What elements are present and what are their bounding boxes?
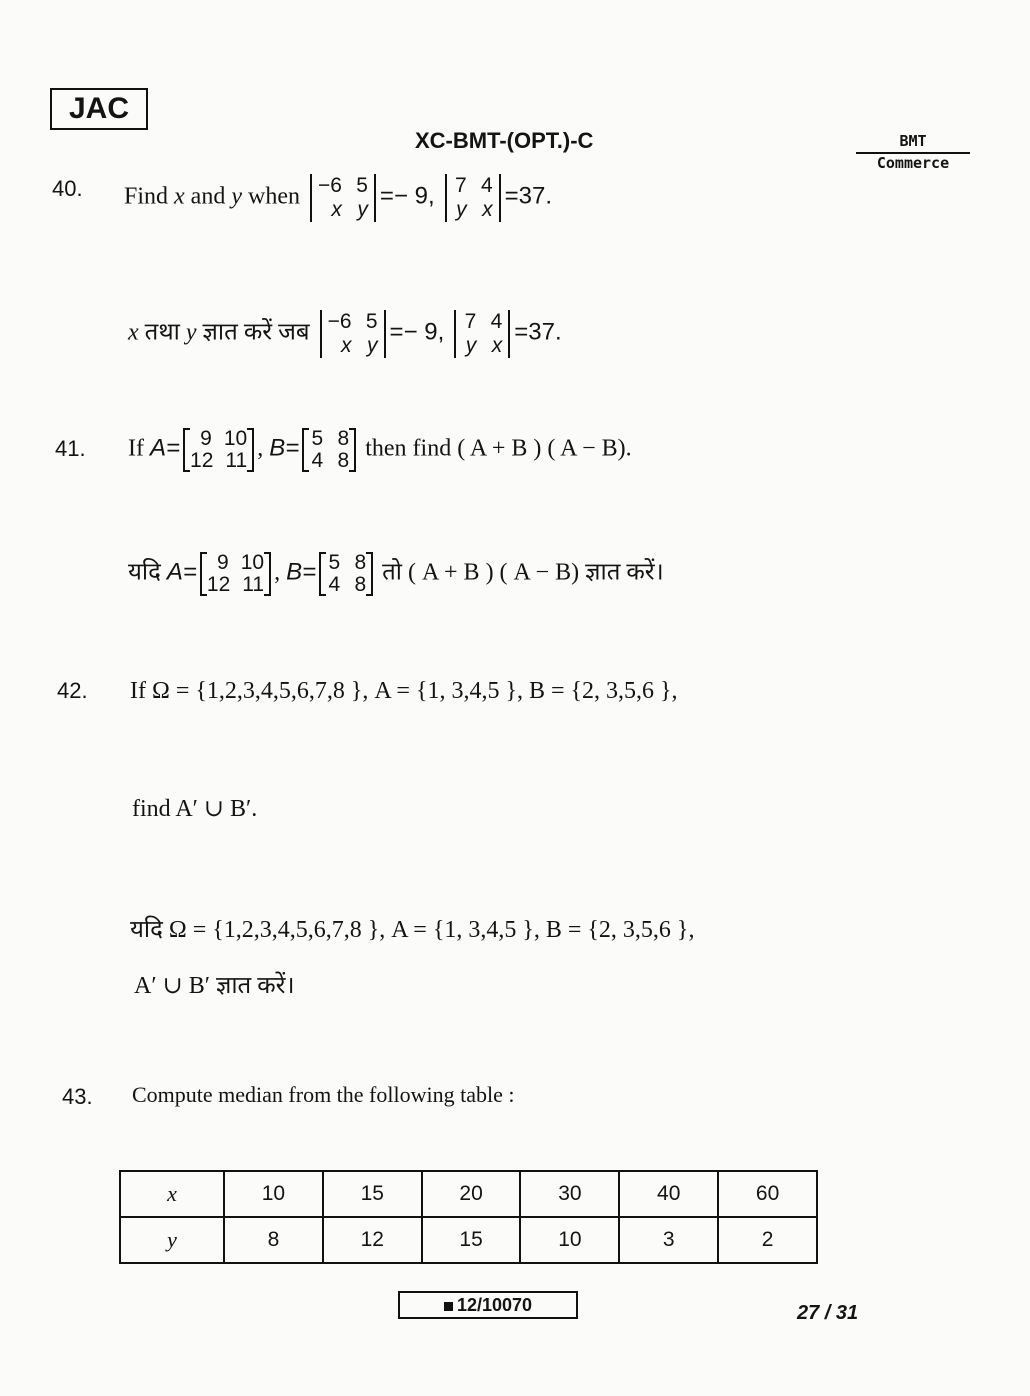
b-r1c2: 8 [337,427,350,450]
q41-hi-matrix-a [200,552,271,596]
question-41-number: 41. [55,436,86,461]
question-43-number: 43. [62,1084,93,1109]
square-bullet-icon [444,1302,453,1311]
hi-b-r2c1: 4 [328,573,341,596]
table-cell: 15 [323,1171,422,1217]
a-r1c1: 9 [200,427,212,450]
question-42-number: 42. [57,678,88,703]
hi-a-r1c2: 10 [240,551,265,574]
det2-r2c1: y [456,198,467,221]
table-cell: 12 [323,1217,422,1263]
b-r2c2: 8 [337,449,350,472]
subject-name: Commerce [876,154,950,172]
subject-block [856,132,970,172]
q40-when: when [247,183,300,210]
det2-r1c2: 4 [480,174,493,197]
table-cell: 10 [520,1217,619,1263]
paper-code: XC-BMT-(OPT.)-C [415,128,594,153]
hi-det2-r2c1: y [465,334,477,357]
q40-hi-tatha: तथा [144,319,180,346]
q40-hi-text: ज्ञात करें जब [202,319,310,346]
hi-det1-r1c2: 5 [365,310,378,333]
hi-det1-r1c1: −6 [327,310,352,333]
q40-determinant-1 [310,174,376,222]
q40-var-y: y [231,183,242,210]
hi-b-r1c1: 5 [328,551,341,574]
table-row-x [120,1171,817,1217]
question-42-english-line-2: find A′ ∪ B′. [132,796,258,822]
table-cell: 10 [224,1171,323,1217]
det2-r1c1: 7 [454,174,467,197]
hi-b-r1c2: 8 [354,551,367,574]
table-header-y: y [120,1217,224,1263]
q41-if: If [128,435,144,462]
q41-hi-if: यदि [128,559,161,586]
table-cell: 15 [422,1217,521,1263]
q40-eq1: =− 9, [379,182,435,210]
det1-r1c2: 5 [356,174,368,197]
a-r2c1: 12 [190,449,214,472]
hi-b-r2c2: 8 [354,573,367,596]
q41-matrix-b [302,428,356,472]
booklet-code-box [398,1291,578,1319]
det1-r1c1: −6 [317,174,342,197]
board-name: JAC [68,92,129,125]
q40-determinant-2 [445,174,501,222]
subject-code: BMT [856,132,970,154]
question-42-hindi-line-1: यदि Ω = {1,2,3,4,5,6,7,8 }, A = {1, 3,4,5 }, B = {2, 3,5,6 }, [130,917,695,943]
hi-det1-r2c1: x [341,334,352,357]
table-cell: 2 [718,1217,817,1263]
table-cell: 20 [422,1171,521,1217]
q41-label-a: A= [149,434,181,462]
median-data-table [119,1170,818,1264]
q40-eq2: =37. [504,182,553,210]
b-r2c1: 4 [311,449,324,472]
hi-det2-r1c2: 4 [490,310,503,333]
hi-det2-r1c1: 7 [464,310,477,333]
q41-matrix-a [183,428,254,472]
q40-hi-var-y: y [185,319,197,346]
question-40-number: 40. [52,176,83,201]
booklet-code: 12/10070 [456,1295,533,1315]
q41-hi-matrix-b [319,552,373,596]
q40-var-x: x [174,183,185,210]
q41-hi-label-b: B= [286,558,317,586]
question-43-text: Compute median from the following table : [132,1082,515,1107]
q41-label-b: B= [269,434,300,462]
question-42-english-line-1: If Ω = {1,2,3,4,5,6,7,8 }, A = {1, 3,4,5 }, B = {2, 3,5,6 }, [130,678,678,704]
q41-tail: then find ( A + B ) ( A − B). [365,435,632,462]
q40-hi-determinant-1 [320,310,386,358]
hi-a-r2c2: 11 [242,573,265,596]
q40-and: and [190,183,226,210]
det2-r2c2: x [482,198,493,221]
q40-hi-determinant-2 [454,310,510,358]
det1-r2c1: x [331,198,342,221]
question-40-hindi [128,310,562,358]
page-number: 27 / 31 [797,1302,859,1324]
hi-det1-r2c2: y [367,334,378,357]
question-40-english [124,174,552,222]
a-r2c2: 11 [225,449,248,472]
q40-hi-var-x: x [128,319,139,346]
det1-r2c2: y [357,198,368,221]
table-cell: 40 [619,1171,718,1217]
table-cell: 60 [718,1171,817,1217]
table-row-y [120,1217,817,1263]
q40-hi-eq2: =37. [514,318,562,346]
question-41-english: If A= 9 10 12 11 , B= 5 8 4 8 then find ( A + B ) ( A − B). [128,427,632,472]
table-cell: 3 [619,1217,718,1263]
hi-a-r1c1: 9 [217,551,229,574]
q40-hi-eq1: =− 9, [389,318,445,346]
table-cell: 8 [224,1217,323,1263]
q41-hi-tail: तो ( A + B ) ( A − B) ज्ञात करें। [382,559,664,586]
question-42-hindi-line-2: A′ ∪ B′ ज्ञात करें। [134,973,295,999]
hi-det2-r2c2: x [491,334,503,357]
hi-a-r2c1: 12 [206,573,231,596]
question-41-hindi: यदि A= 9 10 12 11 , B= 5 8 4 8 तो ( A + B ) ( A − B) ज्ञात करें। [128,551,664,596]
a-r1c2: 10 [223,427,248,450]
q41-hi-label-a: A= [166,558,197,586]
b-r1c1: 5 [311,427,324,450]
q40-find: Find [124,183,169,210]
table-cell: 30 [520,1171,619,1217]
board-logo-box [50,88,148,130]
table-header-x: x [120,1171,224,1217]
